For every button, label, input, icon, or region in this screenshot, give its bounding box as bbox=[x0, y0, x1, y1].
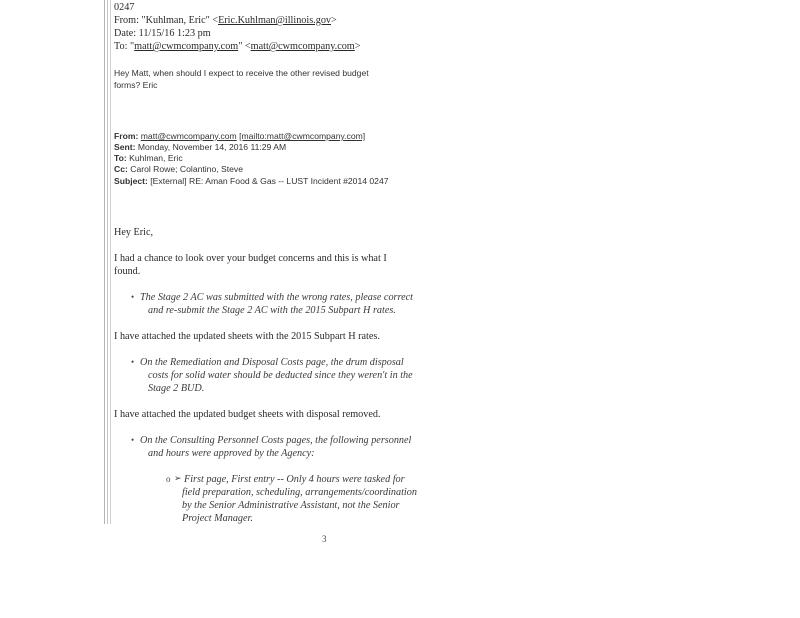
from-email-link[interactable]: Eric.Kuhlman@illinois.gov bbox=[218, 15, 332, 26]
paragraph-1-line-2: found. bbox=[114, 266, 141, 277]
bullet-3-line-2: and hours were approved by the Agency: bbox=[148, 448, 315, 459]
sub-item-1-line-2: field preparation, scheduling, arrangements/coordination bbox=[182, 487, 417, 498]
sub-item-1-line-3: by the Senior Administrative Assistant, not the Senior bbox=[182, 500, 400, 511]
bullet-2-line-3: Stage 2 BUD. bbox=[148, 383, 205, 394]
original-subject: Subject: [External] RE: Aman Food & Gas -- LUST Incident #2014 0247 bbox=[114, 176, 389, 186]
original-to: To: Kuhlman, Eric bbox=[114, 153, 183, 163]
bullet-icon: • bbox=[131, 357, 135, 367]
sub-item-1-line-1: First page, First entry -- Only 4 hours were tasked for bbox=[184, 474, 405, 485]
header-date: Date: 11/15/16 1:23 pm bbox=[114, 28, 211, 39]
original-from: From: matt@cwmcompany.com [mailto:matt@cwmcompany.com] bbox=[114, 131, 366, 141]
bullet-1-line-2: and re-submit the Stage 2 AC with the 2015 Subpart H rates. bbox=[148, 305, 396, 316]
header-cut-line: 0247 bbox=[114, 2, 135, 13]
paragraph-1-line-1: I had a chance to look over your budget concerns and this is what I bbox=[114, 253, 387, 264]
original-sent: Sent: Monday, November 14, 2016 11:29 AM bbox=[114, 142, 287, 152]
quote-bars bbox=[104, 0, 112, 524]
paragraph-3: I have attached the updated budget sheets with disposal removed. bbox=[114, 409, 381, 420]
header-from: From: "Kuhlman, Eric" <Eric.Kuhlman@illinois.gov> bbox=[114, 15, 337, 26]
bullet-1-line-1: The Stage 2 AC was submitted with the wrong rates, please correct bbox=[140, 292, 413, 303]
original-from-mailto[interactable]: [mailto:matt@cwmcompany.com] bbox=[239, 131, 366, 141]
to-email-link-1[interactable]: matt@cwmcompany.com bbox=[134, 41, 239, 52]
sub-bullet-marker: o bbox=[166, 474, 171, 484]
header-to: To: "matt@cwmcompany.com" <matt@cwmcompany.com> bbox=[114, 41, 361, 52]
bullet-3-line-1: On the Consulting Personnel Costs pages, the following personnel bbox=[140, 435, 412, 446]
bullet-icon: • bbox=[131, 435, 135, 445]
reply-line-2: forms? Eric bbox=[114, 80, 158, 90]
paragraph-2: I have attached the updated sheets with the 2015 Subpart H rates. bbox=[114, 331, 380, 342]
bullet-icon: • bbox=[131, 292, 135, 302]
arrow-bullet-icon: ➢ bbox=[174, 473, 182, 483]
bullet-2-line-1: On the Remediation and Disposal Costs page, the drum disposal bbox=[140, 357, 404, 368]
original-cc: Cc: Carol Rowe; Colantino, Steve bbox=[114, 164, 243, 174]
reply-line-1: Hey Matt, when should I expect to receive the other revised budget bbox=[114, 68, 369, 78]
sub-item-1-line-4: Project Manager. bbox=[182, 513, 253, 524]
page-number: 3 bbox=[322, 534, 327, 544]
original-from-email[interactable]: matt@cwmcompany.com bbox=[140, 131, 237, 141]
greeting: Hey Eric, bbox=[114, 227, 154, 238]
to-email-link-2[interactable]: matt@cwmcompany.com bbox=[250, 41, 355, 52]
bullet-2-line-2: costs for solid water should be deducted since they weren't in the bbox=[148, 370, 413, 381]
